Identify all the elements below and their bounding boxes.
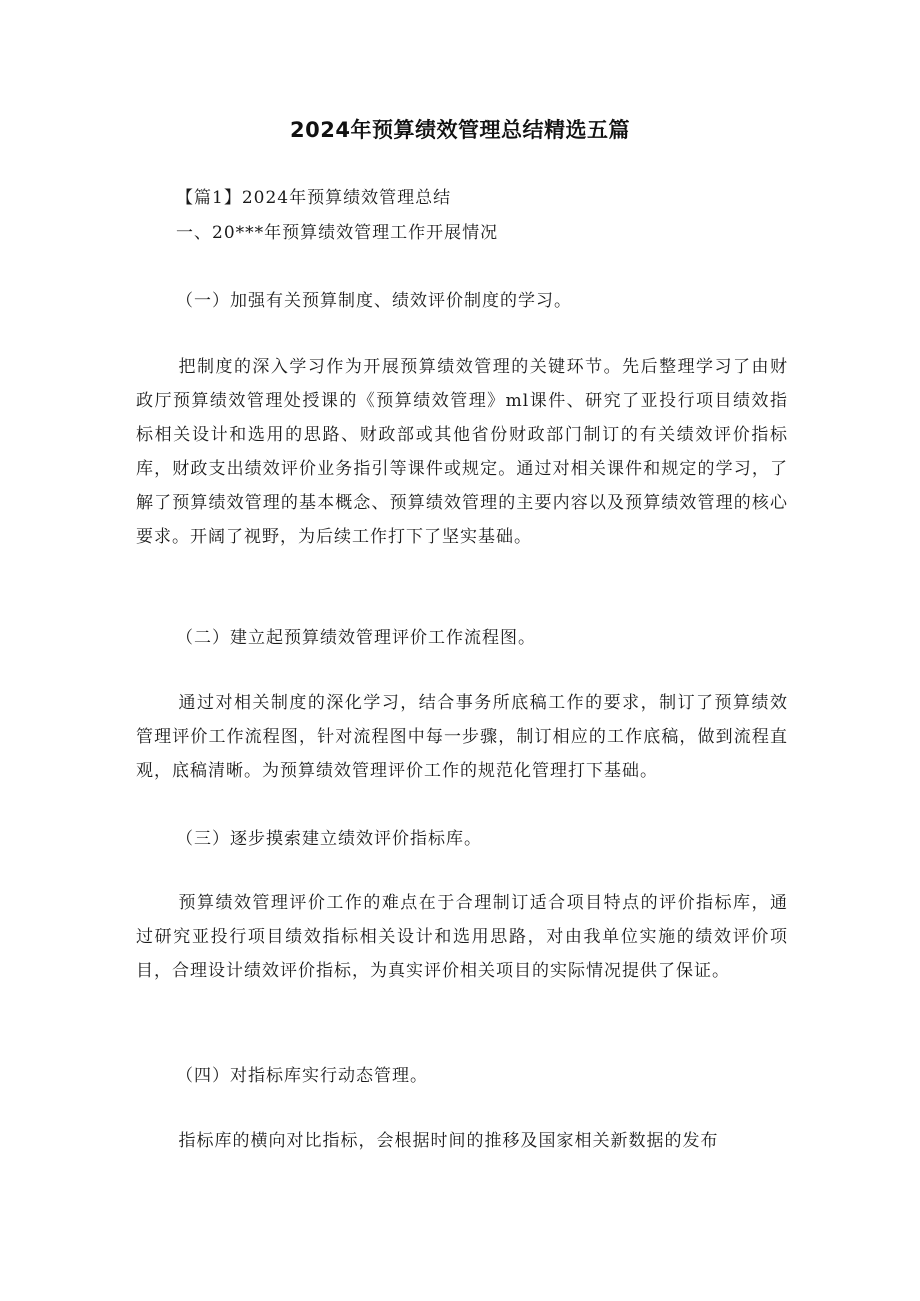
paragraph-three: 预算绩效管理评价工作的难点在于合理制订适合项目特点的评价指标库，通过研究亚投行项目绩效指标相关设计和选用思路，对由我单位实施的绩效评价项目，合理设计绩效评价指标，为真实评价相关项目的实际情况提供了保证。: [136, 893, 788, 981]
subheading-four: （四）对指标库实行动态管理。: [176, 1066, 428, 1086]
paragraph-one: 把制度的深入学习作为开展预算绩效管理的关键环节。先后整理学习了由财政厅预算绩效管理处授课的《预算绩效管理》ml课件、研究了亚投行项目绩效指标相关设计和选用的思路、财政部或其他省份财政部门制订的有关绩效评价指标库，财政支出绩效评价业务指引等课件或规定。通过对相关课件和规定的学习，了解了预算绩效管理的基本概念、预算绩效管理的主要内容以及预算绩效管理的核心要求。开阔了视野，为后续工作打下了坚实基础。: [136, 357, 788, 547]
document-title: 2024年预算绩效管理总结精选五篇: [290, 118, 630, 142]
section-heading-one: 一、20***年预算绩效管理工作开展情况: [176, 223, 499, 243]
paragraph-two: 通过对相关制度的深化学习，结合事务所底稿工作的要求，制订了预算绩效管理评价工作流程图，针对流程图中每一步骤，制订相应的工作底稿，做到流程直观，底稿清晰。为预算绩效管理评价工作的规范化管理打下基础。: [136, 693, 788, 781]
subheading-one: （一）加强有关预算制度、绩效评价制度的学习。: [176, 291, 572, 311]
paragraph-four: 指标库的横向对比指标，会根据时间的推移及国家相关新数据的发布: [178, 1131, 719, 1151]
subheading-two: （二）建立起预算绩效管理评价工作流程图。: [176, 628, 536, 648]
subheading-three: （三）逐步摸索建立绩效评价指标库。: [176, 829, 482, 849]
article-heading: 【篇1】2024年预算绩效管理总结: [176, 188, 452, 208]
